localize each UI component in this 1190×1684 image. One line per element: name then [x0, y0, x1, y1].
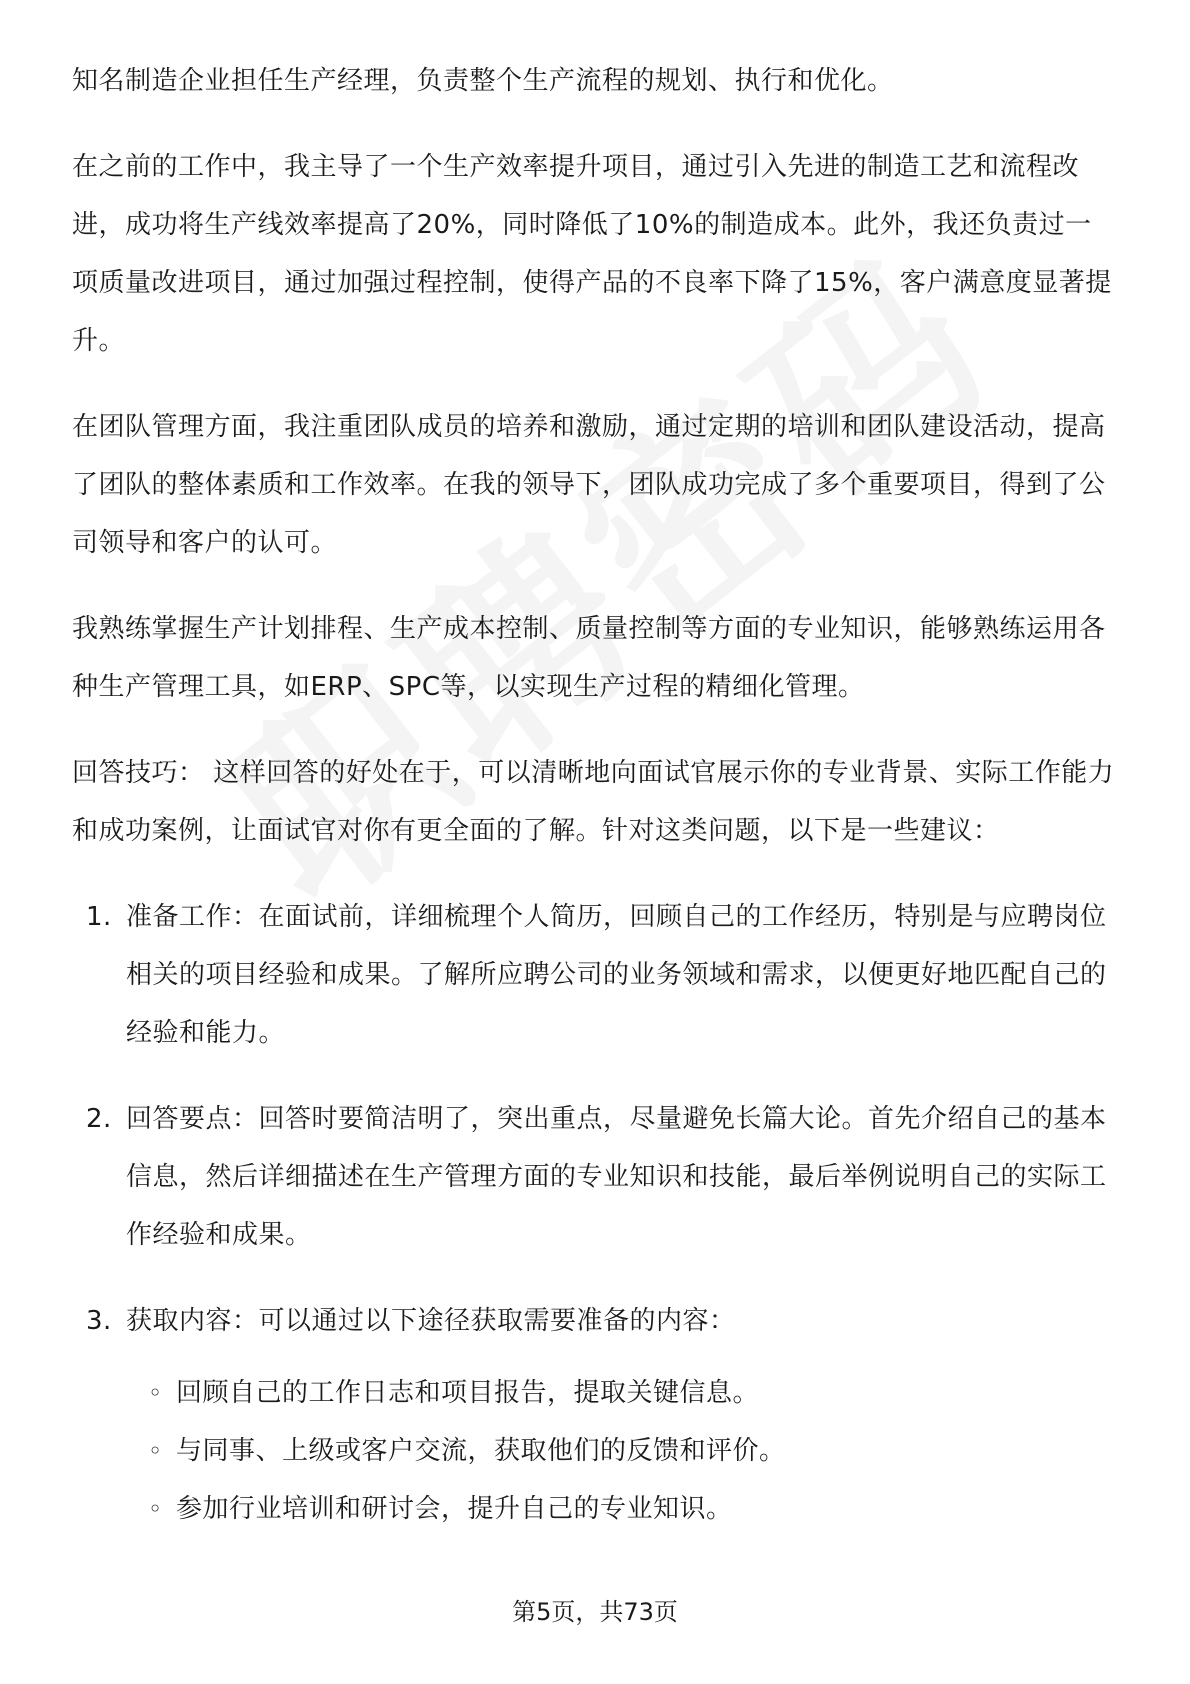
ordered-list — [72, 888, 1118, 1350]
list-number: 2. — [86, 1104, 112, 1134]
list-item — [72, 888, 1118, 1062]
document-body — [72, 52, 1118, 1538]
list-item-text: 回答要点：回答时要简洁明了，突出重点，尽量避免长篇大论。首先介绍自己的基本信息，然后详细描述在生产管理方面的专业知识和技能，最后举例说明自己的实际工作经验和成果。 — [126, 1104, 1107, 1250]
list-item-text: 获取内容：可以通过以下途径获取需要准备的内容： — [126, 1306, 736, 1336]
list-number: 1. — [86, 902, 112, 932]
paragraph-role: 知名制造企业担任生产经理，负责整个生产流程的规划、执行和优化。 — [72, 66, 894, 96]
paragraph-tips: 回答技巧： 这样回答的好处在于，可以清晰地向面试官展示你的专业背景、实际工作能力和成功案例，让面试官对你有更全面的了解。针对这类问题，以下是一些建议： — [72, 758, 1115, 846]
paragraph-team: 在团队管理方面，我注重团队成员的培养和激励，通过定期的培训和团队建设活动，提高了团队的整体素质和工作效率。在我的领导下，团队成功完成了多个重要项目，得到了公司领导和客户的认可。 — [72, 412, 1106, 558]
hollow-bullet-icon: ◦ — [148, 1437, 163, 1465]
hollow-bullet-icon: ◦ — [148, 1379, 163, 1407]
sub-list-item-text: 与同事、上级或客户交流，获取他们的反馈和评价。 — [176, 1436, 786, 1466]
list-item — [72, 1292, 1118, 1350]
list-number: 3. — [86, 1306, 112, 1336]
paragraph-projects: 在之前的工作中，我主导了一个生产效率提升项目，通过引入先进的制造工艺和流程改进，成功将生产线效率提高了20%，同时降低了10%的制造成本。此外，我还负责过一项质量改进项目，通过加强过程控制，使得产品的不良率下降了15%，客户满意度显著提升。 — [72, 152, 1112, 356]
list-item-text: 准备工作：在面试前，详细梳理个人简历，回顾自己的工作经历，特别是与应聘岗位相关的项目经验和成果。了解所应聘公司的业务领域和需求，以便更好地匹配自己的经验和能力。 — [126, 902, 1107, 1048]
sub-list — [72, 1364, 1118, 1538]
sub-list-item — [72, 1422, 1118, 1480]
sub-list-item-text: 参加行业培训和研讨会，提升自己的专业知识。 — [176, 1494, 733, 1524]
sub-list-item — [72, 1480, 1118, 1538]
list-item — [72, 1090, 1118, 1264]
sub-list-item — [72, 1364, 1118, 1422]
page-number-footer: 第5页，共73页 — [512, 1598, 678, 1626]
sub-list-item-text: 回顾自己的工作日志和项目报告，提取关键信息。 — [176, 1378, 760, 1408]
hollow-bullet-icon: ◦ — [148, 1495, 163, 1523]
paragraph-skills: 我熟练掌握生产计划排程、生产成本控制、质量控制等方面的专业知识，能够熟练运用各种生产管理工具，如ERP、SPC等，以实现生产过程的精细化管理。 — [72, 614, 1106, 702]
